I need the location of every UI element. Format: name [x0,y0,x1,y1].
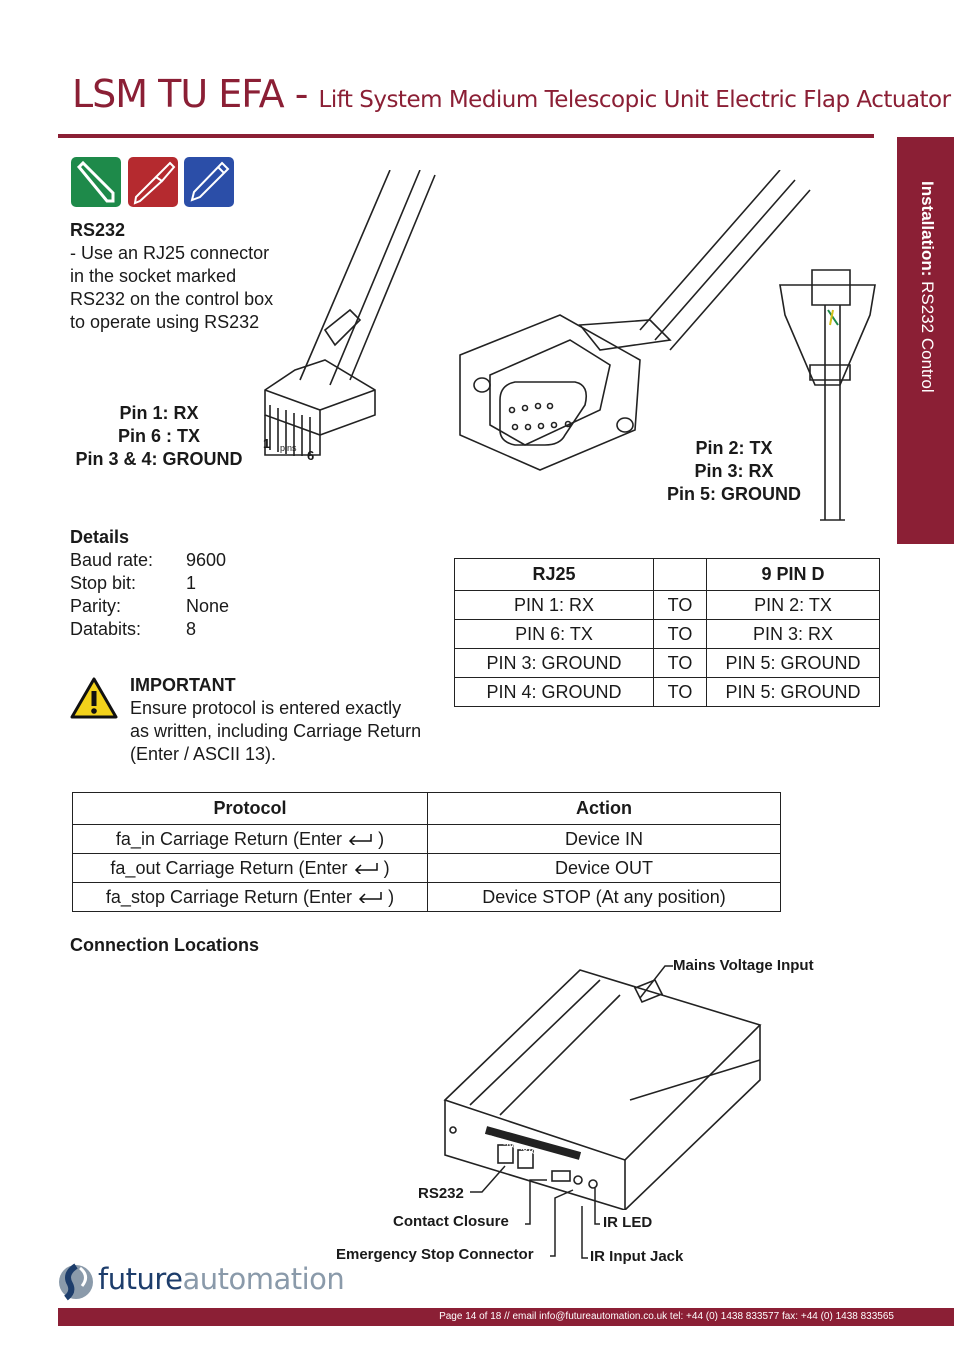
title-main: LSM TU EFA - [72,72,319,116]
enter-key-icon [357,891,383,903]
enter-key-icon [353,862,379,874]
table-row: PIN 6: TX TO PIN 3: RX [455,620,880,649]
table-row: fa_stop Carriage Return (Enter ) Device STOP (At any position) [73,883,781,912]
rj25-pin-labels: Pin 1: RX Pin 6 : TX Pin 3 & 4: GROUND [75,403,243,469]
pin-mapping-table: RJ25 9 PIN D PIN 1: RX TO PIN 2: TX PIN 6: TX TO PIN 3: RX PIN 3: GROUND TO PIN 5: GROUND PIN 4: GROUND TO PIN 5: GROUND [454,558,880,707]
label-mains-voltage-input: Mains Voltage Input [673,957,814,974]
title-sub: Lift System Medium Telescopic Unit Electric Flap Actuator [318,87,951,113]
label-contact-closure: Contact Closure [393,1213,509,1230]
table-row: PIN 4: GROUND TO PIN 5: GROUND [455,678,880,707]
page-title [72,72,951,116]
details-block: Details Baud rate: 9600 Stop bit: 1 Parity: None Databits: 8 [70,527,230,639]
connection-locations-heading: Connection Locations [70,935,259,955]
label-emergency-stop-connector: Emergency Stop Connector [336,1246,534,1263]
enter-key-icon [347,833,373,845]
side-tab-label: Installation: RS232 Control [918,181,937,393]
table-row: fa_in Carriage Return (Enter ) Device IN [73,825,781,854]
rj25-plug-pin6-label: 6 [307,448,315,463]
section-side-tab [897,137,954,544]
dsub-pin-labels: Pin 2: TX Pin 3: RX Pin 5: GROUND [666,438,801,504]
title-rule [58,134,874,138]
footer-contact-text: Page 14 of 18 // email info@futureautomation.co.uk tel: +44 (0) 1438 833577 fax: +44 (0) 1438 833565 [439,1311,894,1322]
future-automation-logo-text: futureautomation [98,1262,345,1296]
rj25-plug-pins-label: pins [280,443,297,453]
table-row: PIN 3: GROUND TO PIN 5: GROUND [455,649,880,678]
protocol-table: Protocol Action fa_in Carriage Return (Enter ) Device IN fa_out Carriage Return (Enter ) Device OUT fa_stop Carriage Return (Enter ) Device STOP (At any position) [72,792,781,912]
table-row: PIN 1: RX TO PIN 2: TX [455,591,880,620]
footer-bar [58,1308,954,1326]
label-rs232: RS232 [418,1185,464,1202]
rj25-plug-pin1-label: 1 [263,436,271,451]
important-note: IMPORTANT Ensure protocol is entered exactly as written, including Carriage Return (Enter / ASCII 13). [130,675,422,764]
rs232-description: RS232 - Use an RJ25 connector in the socket marked RS232 on the control box to operate using RS232 [70,220,274,332]
pencil-icon [184,157,234,207]
device-brand-plate: FUTURE AUTOMATION [487,1135,564,1165]
label-ir-input-jack: IR Input Jack [590,1248,684,1265]
screwdriver-icon [128,157,178,207]
hex-key-icon [71,157,121,207]
label-ir-led: IR LED [603,1214,653,1231]
warning-icon [69,676,119,720]
future-automation-logo-icon [56,1262,96,1302]
table-row: fa_out Carriage Return (Enter ) Device OUT [73,854,781,883]
